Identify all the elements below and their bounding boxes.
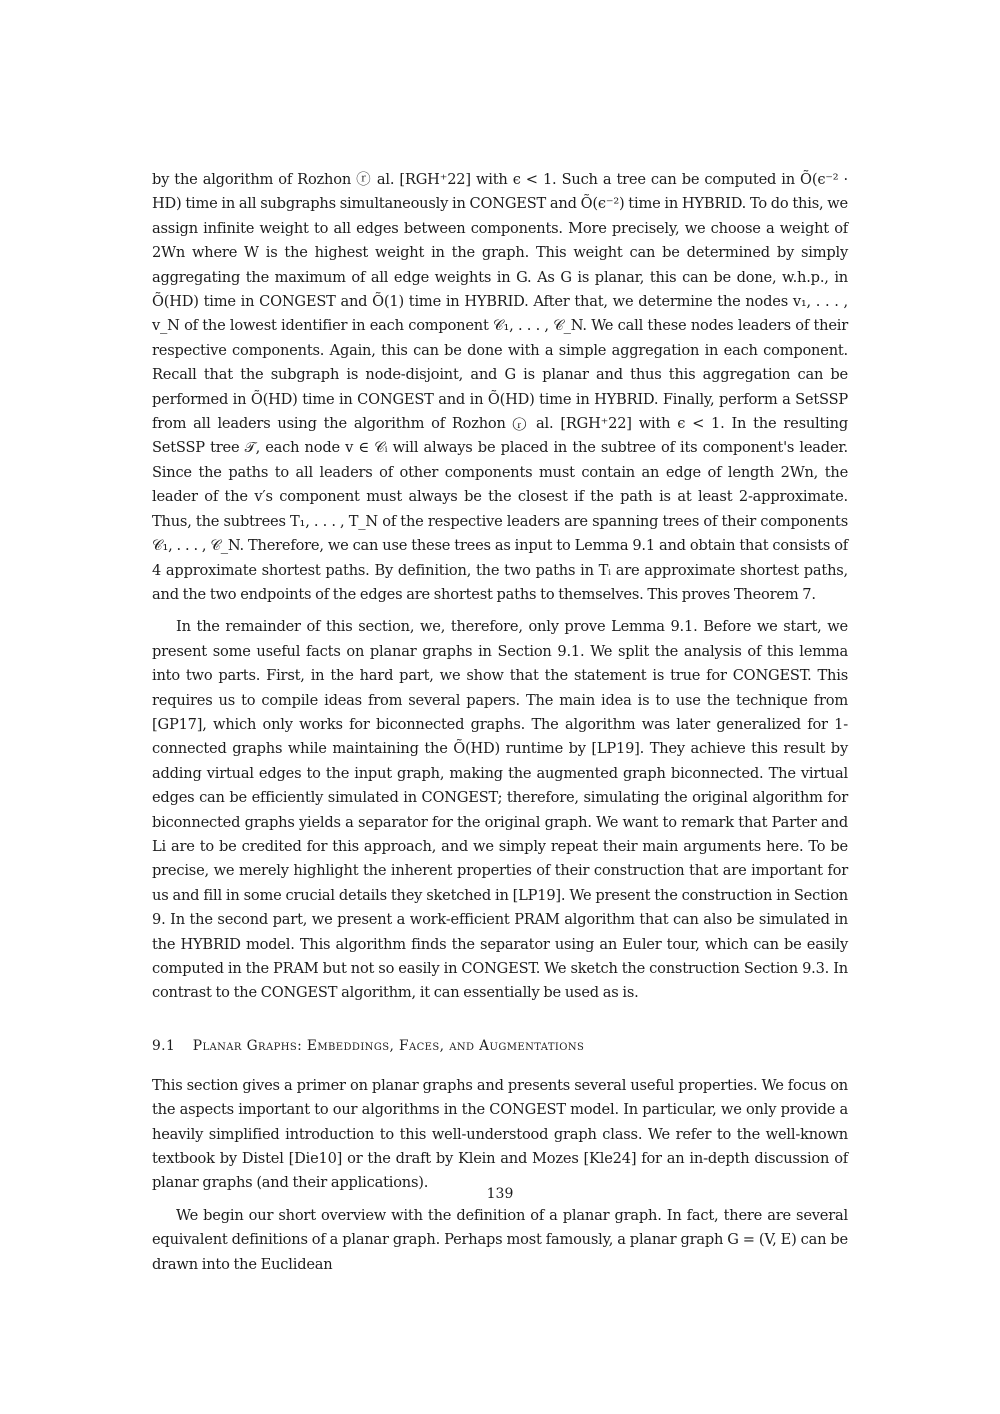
page-number: 139 <box>486 1186 514 1202</box>
section-number: 9.1 <box>152 1037 176 1054</box>
section-title: Planar Graphs: Embeddings, Faces, and Augmentations <box>192 1037 585 1054</box>
paragraph-planar-primer: This section gives a primer on planar graphs and presents several useful properties. We focus on the aspects important to our algorithms in the CONGEST model. In particular, we only provide a heavily simplified introduction to this well-understood graph class. We refer to the well-known textbook by Distel [Die10] or the draft by Klein and Mozes [Kle24] for an in-depth discussion of planar graphs (and their applications). <box>152 1076 848 1192</box>
paragraph-planar-definition: We begin our short overview with the definition of a planar graph. In fact, there are several equivalent definitions of a planar graph. Perhaps most famously, a planar graph G = (V, E) can be drawn into the Euclidean <box>152 1206 848 1273</box>
page-body <box>152 168 848 1277</box>
paragraph-lemma-overview: In the remainder of this section, we, therefore, only prove Lemma 9.1. Before we start, we present some useful facts on planar graphs in Section 9.1. We split the analysis of this lemma into two parts. First, in the hard part, we show that the statement is true for CONGEST. This requires us to compile ideas from several papers. The main idea is to use the technique from [GP17], which only works for biconnected graphs. The algorithm was later generalized for 1-connected graphs while maintaining the Õ(HD) runtime by [LP19]. They achieve this result by adding virtual edges to the input graph, making the augmented graph biconnected. The virtual edges can be efficiently simulated in CONGEST; therefore, simulating the original algorithm for biconnected graphs yields a separator for the original graph. We want to remark that Parter and Li are to be credited for this approach, and we simply repeat their main arguments here. To be precise, we merely highlight the inherent properties of their construction that are important for us and fill in some crucial details they sketched in [LP19]. We present the construction in Section 9. In the second part, we present a work-efficient PRAM algorithm that can also be simulated in the HYBRID model. This algorithm finds the separator using an Euler tour, which can be easily computed in the PRAM but not so easily in CONGEST. We sketch the construction Section 9.3. In contrast to the CONGEST algorithm, it can essentially be used as is. <box>152 618 848 1002</box>
paragraph-leader-trees: by the algorithm of Rozhon ⓡ al. [RGH⁺22] with ϵ < 1. Such a tree can be computed in Õ(ϵ⁻² · HD) time in all subgraphs simultaneously in CONGEST and Õ(ϵ⁻²) time in HYBRID. To do this, we assign infinite weight to all edges between components. More precisely, we choose a weight of 2Wn where W is the highest weight in the graph. This weight can be determined by simply aggregating the maximum of all edge weights in G. As G is planar, this can be done, w.h.p., in Õ(HD) time in CONGEST and Õ(1) time in HYBRID. After that, we determine the nodes v₁, . . . , v_N of the lowest identifier in each component 𝒞₁, . . . , 𝒞_N. We call these nodes leaders of their respective components. Again, this can be done with a simple aggregation in each component. Recall that the subgraph is node-disjoint, and G is planar and thus this aggregation can be performed in Õ(HD) time in CONGEST and in Õ(HD) time in HYBRID. Finally, perform a SetSSP from all leaders using the algorithm of Rozhon ⓡ al. [RGH⁺22] with ϵ < 1. In the resulting SetSSP tree 𝒯, each node v ∈ 𝒞ᵢ will always be placed in the subtree of its component's leader. Since the paths to all leaders of other components must contain an edge of length 2Wn, the leader of the v′s component must always be the closest if the path is at least 2-approximate. Thus, the subtrees T₁, . . . , T_N of the respective leaders are spanning trees of their components 𝒞₁, . . . , 𝒞_N. Therefore, we can use these trees as input to Lemma 9.1 and obtain that consists of 4 approximate shortest paths. By definition, the two paths in Tᵢ are approximate shortest paths, and the two endpoints of the edges are shortest paths to themselves. This proves Theorem 7. <box>152 171 848 603</box>
section-heading <box>152 1036 848 1056</box>
